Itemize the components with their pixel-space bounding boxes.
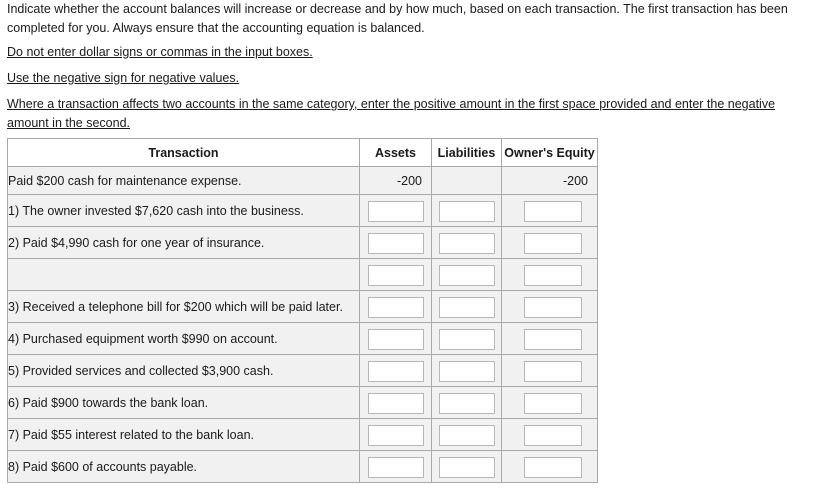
example-assets-value: -200 [360,167,432,195]
example-equity-value: -200 [502,167,598,195]
table-header-row [8,139,598,167]
assets-input[interactable] [368,201,424,222]
table-row [8,387,598,419]
assets-cell [360,419,432,451]
assets-cell [360,259,432,291]
note-negative-values: Use the negative sign for negative values. [7,71,240,85]
header-assets: Assets [360,139,432,167]
liabilities-input[interactable] [439,265,495,286]
equity-cell [502,291,598,323]
instructions-text: Indicate whether the account balances will increase or decrease and by how much, based on each transaction. The first transaction has been completed for you. Always ensure that the accounting equation is balanced. [7,2,788,35]
liabilities-input[interactable] [439,361,495,382]
equity-cell [502,323,598,355]
assets-input[interactable] [368,329,424,350]
liabilities-input[interactable] [439,297,495,318]
equity-cell [502,227,598,259]
example-description: Paid $200 cash for maintenance expense. [8,167,360,195]
table-row [8,419,598,451]
equity-input[interactable] [524,201,582,222]
assets-cell [360,387,432,419]
transaction-description: 4) Purchased equipment worth $990 on account. [8,323,360,355]
equity-cell [502,419,598,451]
header-owners-equity: Owner's Equity [502,139,598,167]
assets-input[interactable] [368,457,424,478]
assets-cell [360,291,432,323]
liabilities-cell [432,451,502,483]
equity-input[interactable] [524,329,582,350]
table-row [8,355,598,387]
assets-cell [360,451,432,483]
transaction-description: 3) Received a telephone bill for $200 which will be paid later. [8,291,360,323]
liabilities-input[interactable] [439,201,495,222]
equity-cell [502,387,598,419]
liabilities-cell [432,355,502,387]
equity-cell [502,195,598,227]
equity-input[interactable] [524,265,582,286]
liabilities-input[interactable] [439,393,495,414]
transaction-description: 2) Paid $4,990 cash for one year of insurance. [8,227,360,259]
equity-cell [502,355,598,387]
table-row [8,291,598,323]
example-liabilities-value [432,167,502,195]
transaction-description: 7) Paid $55 interest related to the bank loan. [8,419,360,451]
liabilities-cell [432,259,502,291]
liabilities-cell [432,227,502,259]
assets-cell [360,195,432,227]
liabilities-cell [432,323,502,355]
equity-cell [502,259,598,291]
note-no-symbols: Do not enter dollar signs or commas in the input boxes. [7,45,313,59]
note-same-category: Where a transaction affects two accounts in the same category, enter the positive amount in the first space provided and enter the negative amount in the second. [7,97,776,130]
equity-input[interactable] [524,361,582,382]
assets-cell [360,355,432,387]
table-row [8,323,598,355]
transaction-description: 6) Paid $900 towards the bank loan. [8,387,360,419]
header-liabilities: Liabilities [432,139,502,167]
table-row [8,451,598,483]
assets-input[interactable] [368,233,424,254]
table-row [8,227,598,259]
liabilities-cell [432,291,502,323]
liabilities-input[interactable] [439,329,495,350]
assets-input[interactable] [368,297,424,318]
assets-input[interactable] [368,425,424,446]
equity-input[interactable] [524,425,582,446]
equity-input[interactable] [524,297,582,318]
accounting-equation-table [7,138,598,483]
liabilities-input[interactable] [439,233,495,254]
transaction-description: 1) The owner invested $7,620 cash into the business. [8,195,360,227]
equity-input[interactable] [524,233,582,254]
assets-cell [360,323,432,355]
assets-input[interactable] [368,361,424,382]
example-row [8,167,598,195]
assets-input[interactable] [368,265,424,286]
transaction-description [8,259,360,291]
liabilities-input[interactable] [439,425,495,446]
header-transaction: Transaction [8,139,360,167]
equity-input[interactable] [524,393,582,414]
liabilities-cell [432,195,502,227]
assets-cell [360,227,432,259]
liabilities-cell [432,387,502,419]
liabilities-input[interactable] [439,457,495,478]
liabilities-cell [432,419,502,451]
table-row [8,259,598,291]
table-row [8,195,598,227]
transaction-description: 8) Paid $600 of accounts payable. [8,451,360,483]
transaction-description: 5) Provided services and collected $3,900 cash. [8,355,360,387]
equity-cell [502,451,598,483]
assets-input[interactable] [368,393,424,414]
equity-input[interactable] [524,457,582,478]
